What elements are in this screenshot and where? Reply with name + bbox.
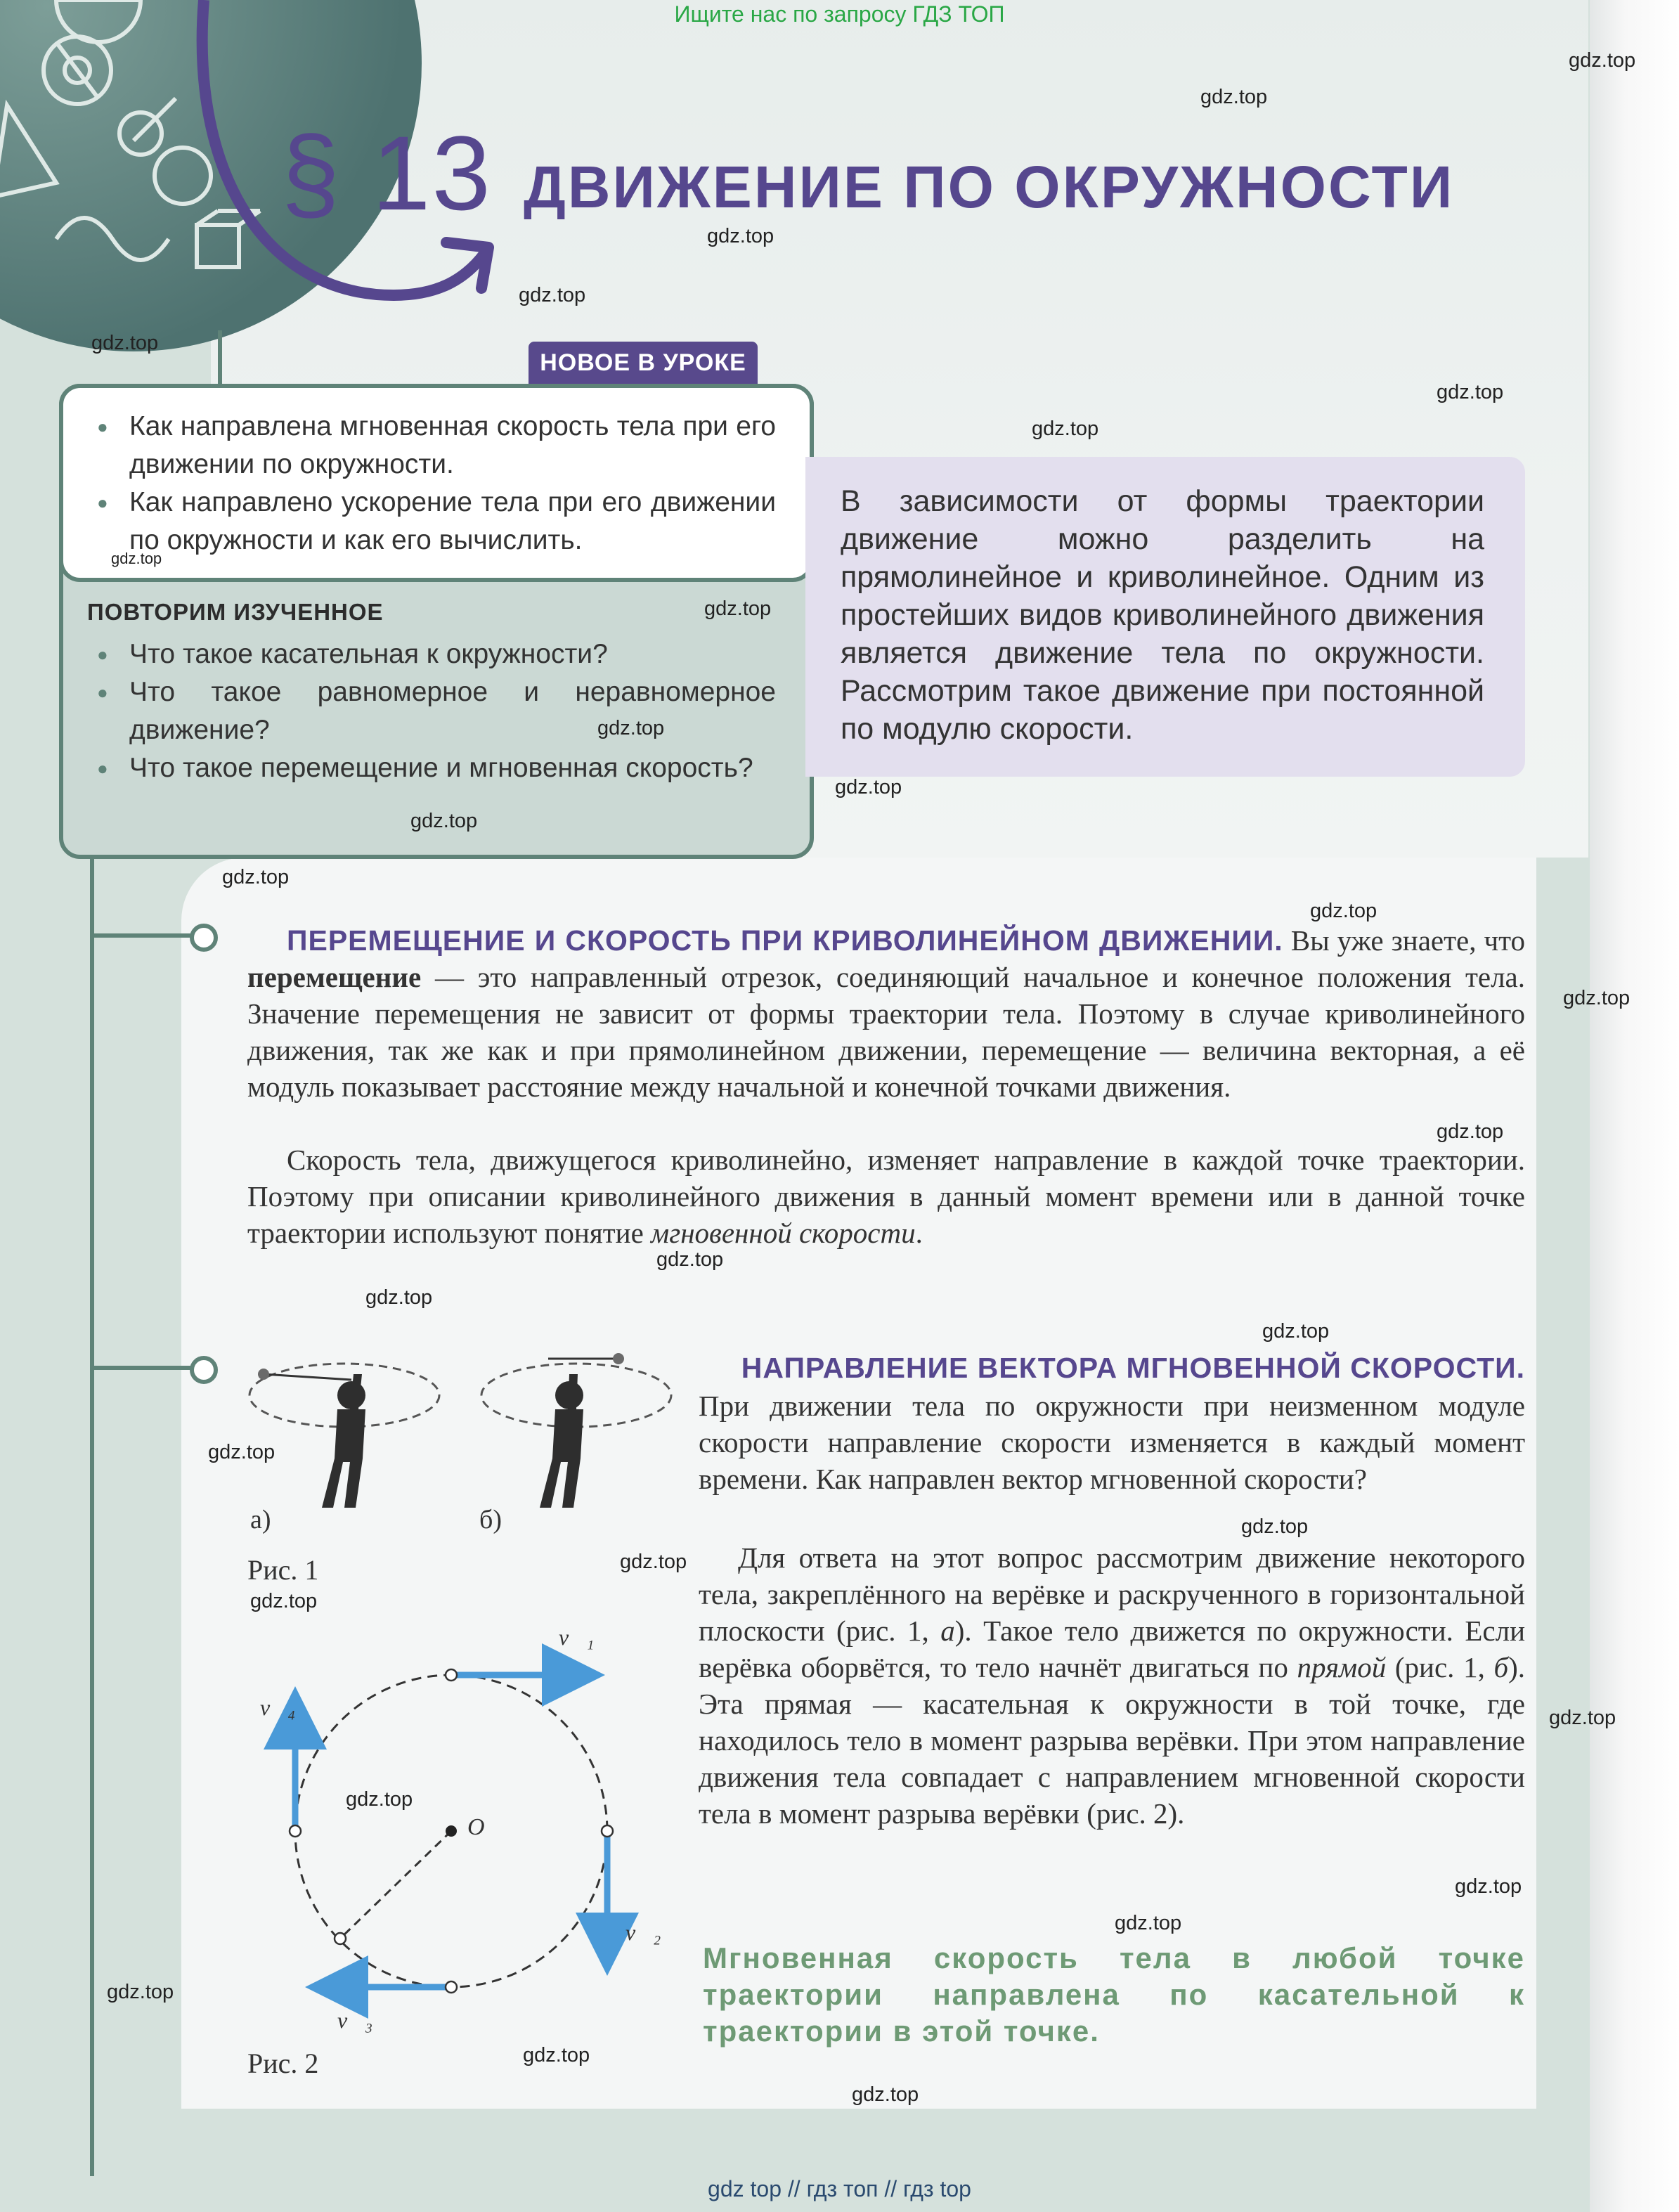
part2-paragraph-1: НАПРАВЛЕНИЕ ВЕКТОРА МГНОВЕННОЙ СКОРОСТИ. При движении тела по окружности при неизменном модуле скорости направление скорости изменяется в каждый момент времени. Как направлен вектор мгновенной скорости? (699, 1350, 1525, 1497)
velocity-label-4: v⃗₄ (260, 1695, 296, 1720)
term-instant-velocity: мгновенной скорости (651, 1217, 916, 1249)
term-displacement: перемещение (247, 961, 422, 993)
timeline-line (218, 330, 222, 387)
watermark: gdz.top (1032, 418, 1099, 440)
watermark: gdz.top (597, 717, 665, 739)
part1-paragraph-2: Скорость тела, движущегося криволинейно, изменяет направление в каждой точке траектории. Поэтому при описании криволинейного движения в данный момент времени или в данной точке траектории используют понятие мгновенной скорости. (247, 1144, 1525, 1249)
timeline-node (190, 924, 218, 952)
person-b-icon (540, 1374, 583, 1508)
part1-paragraph-1: ПЕРЕМЕЩЕНИЕ И СКОРОСТЬ ПРИ КРИВОЛИНЕЙНОМ ДВИЖЕНИИ. Вы уже знаете, что перемещение — это направленный отрезок, соединяющий начальное и конечное положения тела. Значение перемещения не зависит от формы траектории тела. Поэтому в случае криволинейного движения, так же как и при прямолинейном движении, перемещение — величина векторная, а её модуль показывает расстояние между начальной и конечной точками движения. (247, 924, 1526, 1103)
watermark: gdz.top (1200, 86, 1268, 108)
watermark: gdz.top (1437, 1120, 1504, 1143)
footer-links[interactable]: gdz top // гдз топ // гдз top (708, 2176, 971, 2201)
watermark: gdz.top (1310, 900, 1377, 922)
watermark: gdz.top (620, 1551, 687, 1573)
figure1-label-a: а) (250, 1505, 271, 1534)
rope-a (264, 1374, 351, 1380)
figure2-caption: Рис. 2 (247, 2048, 319, 2079)
watermark: gdz.top (1115, 1912, 1182, 1934)
watermark: gdz.top (707, 225, 774, 247)
watermark: gdz.top (704, 597, 772, 620)
watermark: gdz.top (519, 284, 586, 306)
figure1-caption: Рис. 1 (247, 1554, 319, 1586)
watermark: gdz.top (656, 1248, 724, 1271)
watermark: gdz.top (852, 2083, 919, 2106)
conclusion-text: Мгновенная скорость тела в любой точке траектории направлена по касательной к траектории в этой точке. (703, 1941, 1525, 2048)
watermark: gdz.top (1262, 1320, 1330, 1343)
review-item: ● Что такое перемещение и мгновенная скорость? (129, 749, 776, 787)
section-title: ДВИЖЕНИЕ ПО ОКРУЖНОСТИ (524, 154, 1455, 220)
velocity-label-1: v⃗₁ (559, 1624, 595, 1650)
velocity-label-2: v⃗₂ (625, 1920, 661, 1945)
watermark: gdz.top (346, 1788, 413, 1811)
new-in-lesson-item: ● Как направлена мгновенная скорость тела при его движении по окружности. (129, 408, 776, 484)
figure2-drawing (260, 1617, 689, 2052)
figure1-label-b: б) (479, 1505, 502, 1534)
watermark: gdz.top (250, 1590, 318, 1612)
watermark: gdz.top (523, 2044, 590, 2067)
watermark: gdz.top (208, 1441, 275, 1463)
review-item: ● Что такое равномерное и неравномерное движение? (129, 673, 776, 749)
radius-line (340, 1831, 451, 1939)
top-banner: Ищите нас по запросу ГДЗ ТОП (674, 1, 1005, 27)
body-b (613, 1353, 624, 1364)
timeline-line (90, 855, 94, 2176)
watermark: gdz.top (1455, 1875, 1522, 1898)
timeline-branch (94, 933, 198, 938)
watermark: gdz.top (835, 776, 902, 798)
watermark: gdz.top (107, 1981, 174, 2003)
velocity-label-3: v⃗₃ (337, 2007, 373, 2033)
watermark: gdz.top (1241, 1515, 1309, 1538)
body-a (258, 1369, 269, 1380)
new-in-lesson-item: ● Как направлено ускорение тела при его движении по окружности и как его вычислить. (129, 484, 776, 560)
figure1-drawing (239, 1346, 703, 1529)
timeline-node (190, 1356, 218, 1384)
review-item: ● Что такое касательная к окружности? (129, 635, 776, 673)
person-a-icon (322, 1374, 365, 1508)
part2-paragraph-2: Для ответа на этот вопрос рассмотрим движение некоторого тела, закреплённого на верёвке и раскрученного в горизонтальной плоскости (рис. 1, а). Такое тело движется по окружности. Если верёвка оборвётся, то тело начнёт двигаться по прямой (рис. 1, б). Эта прямая — касательная к окружности в той точке, где находилось тело в момент разрыва верёвки. При этом направление движения тела совпадает с направлением мгновенной скорости тела в момент разрыва верёвки (рис. 2). (699, 1541, 1526, 1830)
part1-heading: ПЕРЕМЕЩЕНИЕ И СКОРОСТЬ ПРИ КРИВОЛИНЕЙНОМ ДВИЖЕНИИ. (287, 924, 1283, 957)
watermark: gdz.top (1563, 987, 1631, 1009)
watermark: gdz.top (1569, 49, 1636, 72)
center-point (446, 1825, 457, 1837)
watermark: gdz.top (1549, 1707, 1616, 1729)
center-label: O (467, 1814, 485, 1840)
watermark: gdz.top (410, 810, 478, 832)
section-number: § 13 (281, 114, 492, 232)
timeline-branch (94, 1366, 198, 1370)
watermark: gdz.top (91, 332, 159, 354)
part2-heading: НАПРАВЛЕНИЕ ВЕКТОРА МГНОВЕННОЙ СКОРОСТИ. (741, 1352, 1525, 1384)
watermark: gdz.top (222, 866, 290, 888)
new-in-lesson-tag: НОВОЕ В УРОКЕ (529, 342, 758, 384)
watermark: gdz.top (365, 1286, 433, 1309)
watermark: gdz.top (1437, 381, 1504, 403)
watermark: gdz.top (111, 550, 162, 567)
intro-text: В зависимости от формы траектории движение можно разделить на прямолинейное и криволинейное. Одним из простейших видов криволинейного движения является движение тела по окружности. Рассмотрим такое движение при постоянной по модулю скорости. (841, 484, 1484, 746)
review-title: ПОВТОРИМ ИЗУЧЕННОЕ (87, 599, 384, 625)
